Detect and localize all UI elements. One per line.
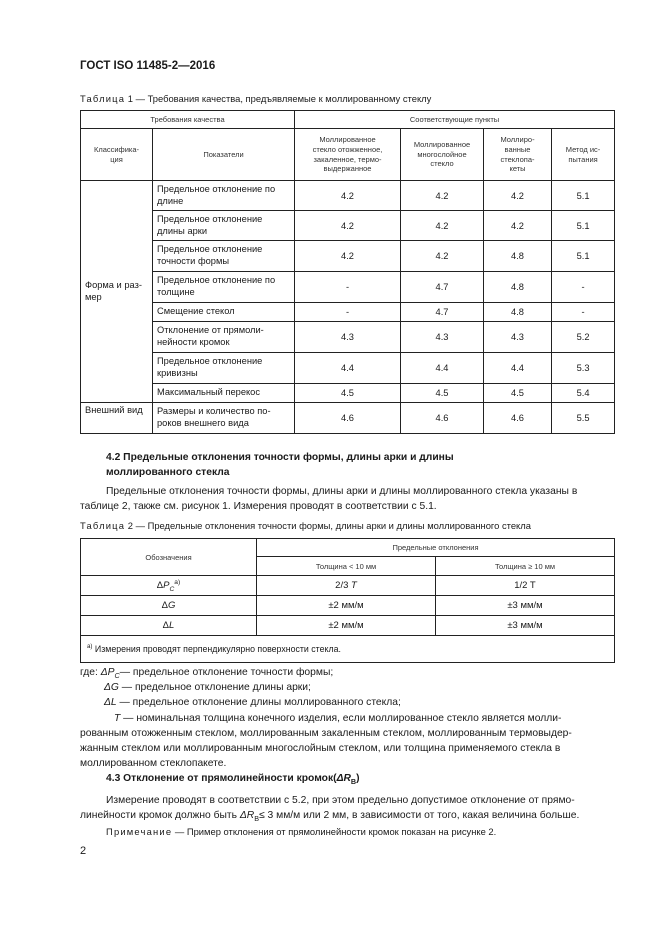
- header-quality: Требования качества: [81, 111, 295, 129]
- quality-requirements-table: [80, 110, 615, 434]
- col-tempered-glass: Моллированное стекло отожженное, закаленное, термо- выдержанное: [295, 129, 401, 181]
- table-row: Внешний вид Размеры и количество по- роков внешнего вида 4.6 4.6 4.6 5.5: [81, 403, 615, 434]
- group-appearance: Внешний вид: [81, 403, 153, 434]
- section-4-2-heading: 4.2 Предельные отклонения точности формы, длины арки и длины моллированного стекла: [106, 452, 454, 478]
- col-designation: Обозначения: [81, 539, 257, 576]
- table2-caption-text: 2 — Предельные отклонения точности формы, длины арки и длины моллированного стекла: [125, 520, 531, 531]
- section-4-3-heading: 4.3 Отклонение от прямолинейности $кромок(\Delta R_B)$: [106, 773, 360, 787]
- table-row: Предельное отклонение кривизны 4.4 4.4 4.4 5.3: [81, 353, 615, 384]
- col-indicators: Показатели: [153, 129, 295, 181]
- col-test-method: Метод ис- пытания: [552, 129, 615, 181]
- table1-caption: [80, 93, 431, 104]
- table-row: Смещение стекол - 4.7 4.8 -: [81, 303, 615, 322]
- section-4-3-paragraph: Измерение проводят в соответствии с 5.2, при этом предельно допустимое отклонение от прямо- линейности кромок должно быть $\Delta R_B\le 3$ мм/м или 2 мм, в зависимости от того, какая величина больше.: [80, 795, 580, 824]
- col-classification: Классифика- ция: [81, 129, 153, 181]
- table2-footnote: $^{a)}$ Измерения проводят перпендикулярно поверхности стекла.: [81, 636, 615, 663]
- table2-label: Таблица: [80, 520, 126, 531]
- table1-label: Таблица: [80, 93, 126, 104]
- note: [106, 826, 496, 837]
- table1-caption-text: 1 — Требования качества, предъявляемые к моллированному стеклу: [125, 93, 432, 104]
- col-insulating-units: Моллиро- ванные стеклопа- кеты: [484, 129, 552, 181]
- table-row: Предельное отклонение точности формы 4.2 4.2 4.8 5.1: [81, 241, 615, 272]
- col-laminated-glass: Моллированное многослойное стекло: [401, 129, 484, 181]
- col-deviations: Предельные отклонения: [257, 539, 615, 557]
- table-row: Форма и раз- мер Предельное отклонение по длине 4.2 4.2 4.2 5.1: [81, 181, 615, 211]
- table-row: ΔG ±2 мм/м ±3 мм/м: [81, 596, 615, 616]
- table-row: $\Delta P_C^{a)}$ 2/3 T 1/2 T: [81, 576, 615, 596]
- page-number: 2: [80, 845, 87, 857]
- note-text: — Пример отклонения от прямолинейности кромок показан на рисунке 2.: [172, 826, 497, 837]
- definition-delta-g: ΔG — предельное отклонение длины арки;: [104, 682, 311, 693]
- table2-caption: [80, 520, 531, 531]
- deviations-table: [80, 538, 615, 663]
- definition-t: T — номинальная толщина конечного изделия, если моллированное стекло является молли- рованным отожженным стеклом, моллированным закаленным стеклом, моллированным термовыдер- жанным стеклом или моллированным многослойным стеклом, или толщина применяемого стекла в моллированном стеклопакете.: [80, 713, 572, 769]
- group-form-size: Форма и раз- мер: [81, 181, 153, 403]
- standard-title: ГОСТ ISO 11485-2—2016: [80, 60, 216, 72]
- col-thin: Толщина < 10 мм: [257, 557, 436, 576]
- col-thick: Толщина ≥ 10 мм: [436, 557, 615, 576]
- note-label: Примечание: [106, 826, 173, 837]
- header-points: Соответствующие пункты: [295, 111, 615, 129]
- section-4-2-paragraph: Предельные отклонения точности формы, длины арки и длины моллированного стекла указаны в таблице 2, также см. рисунок 1. Измерения проводят в соответствии с 5.1.: [80, 486, 578, 512]
- table-row: Отклонение от прямоли- нейности кромок 4.3 4.3 4.3 5.2: [81, 322, 615, 353]
- definition-delta-pc: где: $\Delta P_C—$ предельное отклонение точности формы;: [80, 667, 334, 681]
- table-row: ΔL ±2 мм/м ±3 мм/м: [81, 616, 615, 636]
- table-row: Максимальный перекос 4.5 4.5 4.5 5.4: [81, 384, 615, 403]
- table-row: Предельное отклонение по толщине - 4.7 4.8 -: [81, 272, 615, 303]
- definition-delta-l: ΔL — предельное отклонение длины моллированного стекла;: [104, 697, 401, 708]
- table-row: Предельное отклонение длины арки 4.2 4.2 4.2 5.1: [81, 211, 615, 241]
